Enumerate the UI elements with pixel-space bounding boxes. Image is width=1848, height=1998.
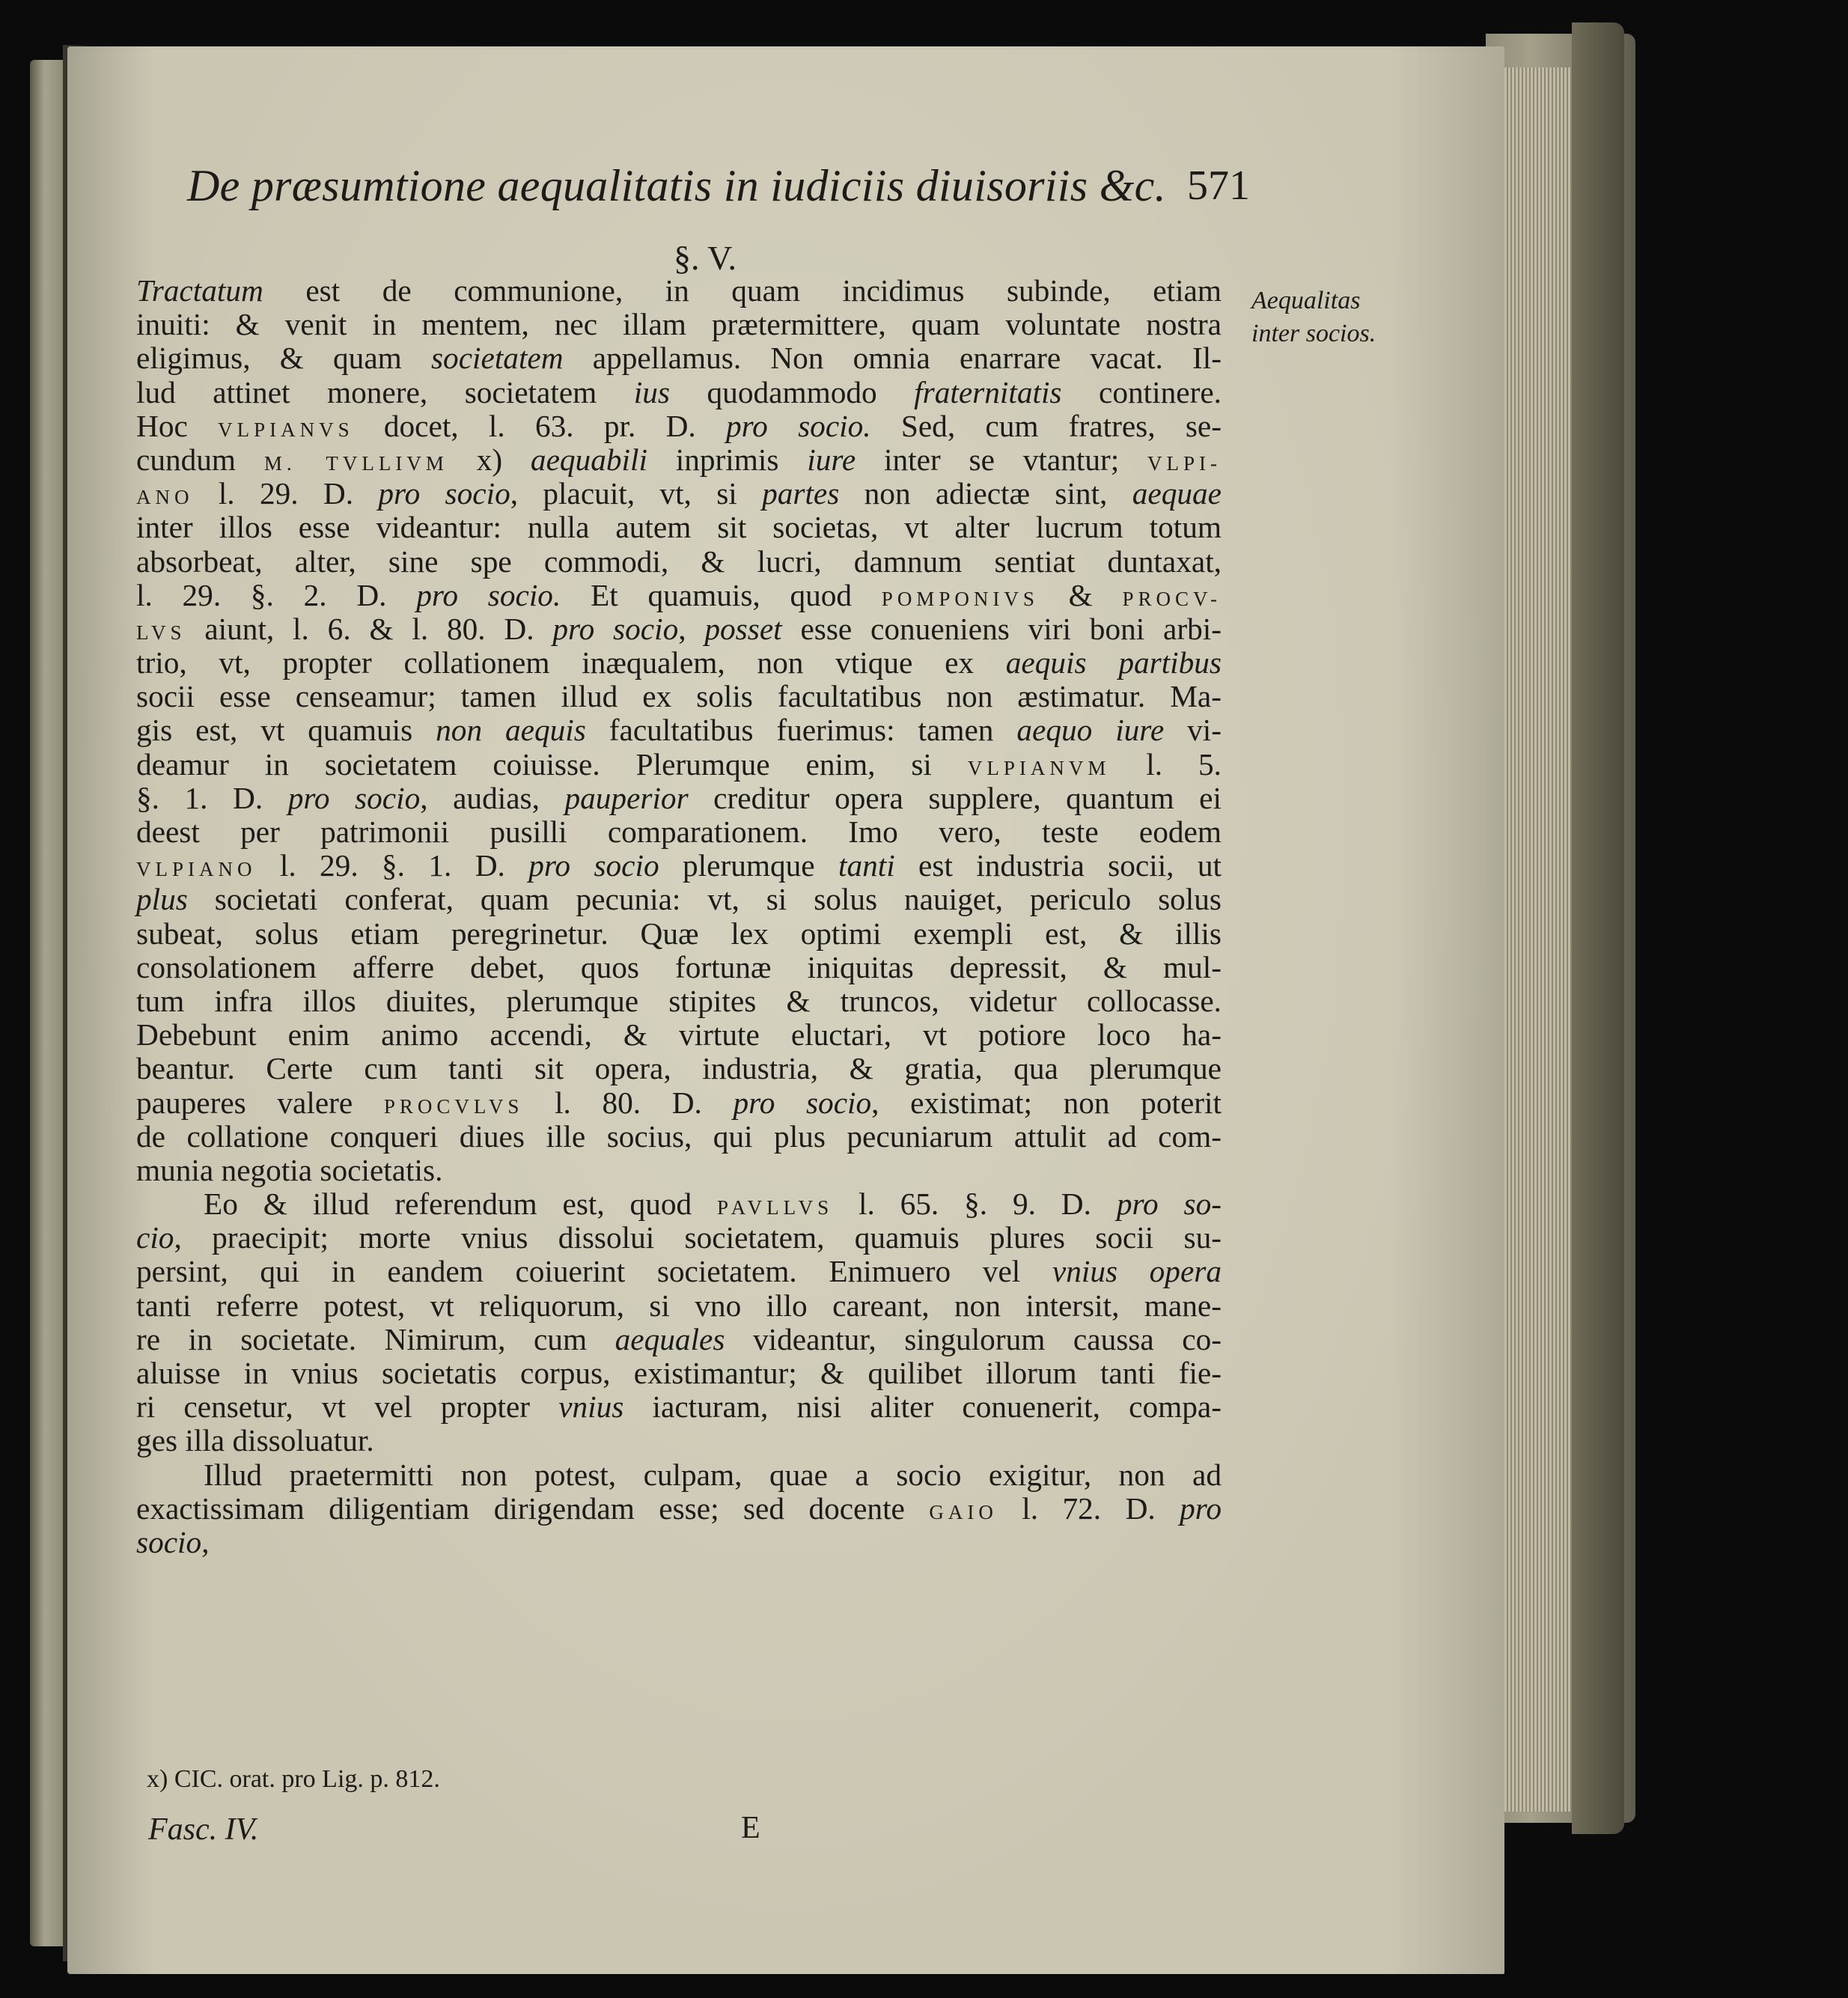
text-run: l. 29. §. 1. D.: [256, 848, 529, 883]
italic-term: aequo iure: [1016, 713, 1165, 748]
text-run: cundum: [136, 442, 264, 477]
text-run: deamur in societatem coiuisse. Plerumque enim, si: [136, 746, 968, 782]
name-smallcaps: LVS: [136, 621, 186, 644]
text-line: [136, 443, 1222, 477]
italic-term: fraternitatis: [914, 374, 1062, 409]
text-run: Et quamuis, quod: [561, 577, 882, 612]
text-run: , placuit, vt, si: [510, 476, 763, 511]
text-run: tum infra illos diuites, plerumque stipites & truncos, videtur collocasse.: [136, 983, 1222, 1018]
text-run: pauperes valere: [136, 1085, 384, 1120]
section-heading: §. V.: [674, 239, 737, 277]
text-line: [136, 748, 1222, 782]
text-line: [136, 1187, 1222, 1221]
text-run: non adiectæ sint,: [839, 476, 1132, 511]
italic-term: pro socio: [528, 848, 659, 883]
marginal-note-line: Aequalitas: [1251, 287, 1361, 314]
text-line: [136, 1255, 1222, 1288]
text-run: gis est, vt quamuis: [136, 713, 436, 748]
name-smallcaps: VLPIANVS: [218, 418, 354, 441]
text-line: [136, 1086, 1222, 1120]
italic-term: pro socio: [733, 1085, 872, 1120]
text-line: [136, 680, 1222, 713]
text-line: [136, 849, 1222, 883]
text-run: exactissimam diligentiam dirigendam esse; sed docente: [136, 1490, 930, 1526]
text-run: inuiti: & venit in mentem, nec illam prætermittere, quam voluntate nostra: [136, 307, 1222, 342]
text-run: inprimis: [647, 442, 808, 477]
book-cover-edge: [1572, 22, 1624, 1834]
text-run: continere.: [1061, 374, 1222, 409]
name-smallcaps: VLPIANVM: [967, 756, 1111, 779]
text-run: iacturam, nisi aliter conuenerit, compa-: [623, 1389, 1222, 1425]
text-run: videantur, singulorum caussa co-: [725, 1321, 1222, 1356]
name-smallcaps: GAIO: [929, 1500, 998, 1523]
text-run: aiunt, l. 6. & l. 80. D.: [186, 611, 553, 646]
italic-term: pauperior: [564, 780, 689, 815]
text-run: re in societate. Nimirum, cum: [136, 1321, 615, 1356]
italic-term: iure: [807, 442, 856, 477]
italic-term: plus: [136, 882, 188, 917]
text-run: est industria socii, ut: [894, 848, 1222, 883]
text-run: ges illa dissoluatur.: [136, 1423, 374, 1458]
text-line: [136, 1356, 1222, 1390]
text-run: socii esse censeamur; tamen illud ex solis facultatibus non æstimatur. Ma-: [136, 679, 1222, 714]
text-run: , audias,: [420, 780, 565, 815]
name-smallcaps: POMPONIVS: [881, 587, 1039, 610]
italic-term: pro socio.: [726, 408, 871, 443]
text-run: trio, vt, propter collationem inæqualem, non vtique ex: [136, 645, 1006, 680]
text-run: §. 1. D.: [136, 780, 288, 815]
text-run: eligimus, & quam: [136, 341, 431, 376]
italic-term: pro socio: [287, 780, 421, 815]
text-line: [136, 376, 1222, 409]
text-run: consolationem afferre debet, quos fortunæ iniquitas depressit, & mul-: [136, 949, 1222, 984]
text-run: , existimat; non poterit: [871, 1085, 1222, 1120]
italic-term: pro socio.: [416, 577, 561, 612]
italic-term: vnius opera: [1052, 1254, 1222, 1289]
text-line: [136, 409, 1222, 443]
footnote: x) CIC. orat. pro Lig. p. 812.: [147, 1765, 440, 1793]
name-smallcaps: PROCV-: [1122, 587, 1222, 610]
text-run: beantur. Certe cum tanti sit opera, industria, & gratia, qua plerumque: [136, 1051, 1222, 1086]
text-line: [136, 1458, 1222, 1492]
italic-term: socio,: [136, 1524, 210, 1559]
italic-term: non aequis: [436, 713, 586, 748]
text-line: [136, 1154, 1222, 1187]
text-line: [136, 612, 1222, 646]
name-smallcaps: ANO: [136, 486, 194, 509]
italic-term: Tractatum: [136, 273, 263, 308]
text-run: de collatione conqueri diues ille socius, qui plus pecuniarum attulit ad com-: [136, 1118, 1222, 1154]
text-run: l. 29. D.: [193, 476, 379, 511]
text-line: [136, 579, 1222, 612]
text-line: [136, 1221, 1222, 1255]
italic-term: societatem: [430, 341, 564, 376]
text-run: l. 72. D.: [997, 1490, 1180, 1526]
name-smallcaps: PAVLLVS: [717, 1196, 834, 1219]
text-run: quodammodo: [670, 374, 915, 409]
text-run: deest per patrimonii pusilli comparationem. Imo vero, teste eodem: [136, 814, 1222, 849]
text-line: [136, 883, 1222, 916]
italic-term: posset: [704, 611, 782, 646]
text-run: l. 5.: [1110, 746, 1222, 782]
name-smallcaps: PROCVLVS: [383, 1094, 524, 1118]
text-run: inter illos esse videantur: nulla autem sit societas, vt alter lucrum totum: [136, 510, 1222, 545]
text-line: [136, 308, 1222, 341]
text-run: aluisse in vnius societatis corpus, existimantur; & quilibet illorum tanti fie-: [136, 1356, 1222, 1390]
text-run: &: [1038, 577, 1123, 612]
text-run: lud attinet monere, societatem: [136, 374, 634, 409]
running-title: De præsumtione aequalitatis in iudiciis diuisoriis &c.: [187, 161, 1166, 210]
text-run: ,: [678, 611, 705, 646]
text-line: [136, 917, 1222, 951]
name-smallcaps: M. TVLLIVM: [263, 451, 448, 475]
marginal-note: [1251, 284, 1401, 350]
text-run: appellamus. Non omnia enarrare vacat. Il-: [563, 341, 1222, 376]
italic-term: pro: [1180, 1490, 1222, 1526]
text-line: [136, 1492, 1222, 1526]
text-line: [136, 274, 1222, 308]
body-text: [136, 274, 1222, 1559]
text-run: absorbeat, alter, sine spe commodi, & lucri, damnum sentiat duntaxat,: [136, 543, 1222, 579]
text-run: Illud praetermitti non potest, culpam, quae a socio exigitur, non ad: [204, 1457, 1222, 1492]
text-line: [136, 1052, 1222, 1085]
text-run: persint, qui in eandem coiuerint societatem. Enimuero vel: [136, 1254, 1052, 1289]
text-run: inter se vtantur;: [856, 442, 1148, 477]
signature-mark: Fasc. IV.: [148, 1812, 259, 1847]
italic-term: ius: [633, 374, 670, 409]
text-line: [136, 815, 1222, 849]
text-run: subeat, solus etiam peregrinetur. Quæ lex optimi exempli est, & illis: [136, 916, 1222, 951]
text-run: est de communione, in quam incidimus subinde, etiam: [263, 273, 1222, 308]
text-line: [136, 477, 1222, 511]
text-run: munia negotia societatis.: [136, 1152, 443, 1187]
text-line: [136, 511, 1222, 544]
text-run: tanti referre potest, vt reliquorum, si vno illo careant, non intersit, mane-: [136, 1288, 1222, 1323]
text-line: [136, 951, 1222, 984]
text-line: [136, 713, 1222, 747]
name-smallcaps: VLPIANO: [136, 858, 257, 881]
italic-term: pro so-: [1116, 1187, 1222, 1222]
text-line: [136, 1018, 1222, 1052]
signature-letter: E: [741, 1811, 760, 1845]
italic-term: tanti: [838, 848, 895, 883]
text-run: societati conferat, quam pecunia: vt, si solus nauiget, periculo solus: [187, 882, 1222, 917]
text-line: [136, 646, 1222, 680]
text-run: Hoc: [136, 408, 219, 443]
text-run: ri censetur, vt vel propter: [136, 1389, 559, 1425]
text-run: l. 65. §. 9. D.: [833, 1187, 1117, 1222]
italic-term: aequabili: [530, 442, 647, 477]
text-run: x): [448, 442, 531, 477]
text-line: [136, 1424, 1222, 1458]
text-line: [136, 545, 1222, 579]
text-line: [136, 341, 1222, 375]
text-line: [136, 782, 1222, 815]
text-line: [136, 1289, 1222, 1323]
text-run: esse conueniens viri boni arbi-: [781, 611, 1222, 646]
name-smallcaps: VLPI-: [1147, 451, 1222, 475]
text-run: Eo & illud referendum est, quod: [204, 1187, 718, 1222]
italic-term: pro socio: [552, 611, 679, 646]
text-run: creditur opera supplere, quantum ei: [688, 780, 1222, 815]
text-run: l. 80. D.: [523, 1085, 734, 1120]
text-line: [136, 1323, 1222, 1356]
text-run: facultatibus fuerimus: tamen: [585, 713, 1017, 748]
text-run: Debebunt enim animo accendi, & virtute eluctari, vt potiore loco ha-: [136, 1017, 1222, 1053]
text-run: docet, l. 63. pr. D.: [353, 408, 726, 443]
text-line: [136, 1390, 1222, 1424]
italic-term: aequales: [615, 1321, 725, 1356]
text-run: vi-: [1164, 713, 1222, 748]
italic-term: partes: [762, 476, 840, 511]
text-run: Sed, cum fratres, se-: [870, 408, 1222, 443]
page-number: 571: [1187, 162, 1250, 209]
previous-page-edge: [30, 60, 63, 1946]
italic-term: pro socio: [378, 476, 510, 511]
italic-term: aequis partibus: [1005, 645, 1222, 680]
text-line: [136, 1526, 1222, 1559]
italic-term: cio: [136, 1220, 174, 1255]
italic-term: aequae: [1132, 476, 1222, 511]
text-line: [136, 984, 1222, 1018]
page-header: [187, 160, 1250, 220]
text-run: , praecipit; morte vnius dissolui societatem, quamuis plures socii su-: [174, 1220, 1222, 1255]
text-run: plerumque: [659, 848, 838, 883]
text-run: l. 29. §. 2. D.: [136, 577, 417, 612]
italic-term: vnius: [558, 1389, 624, 1425]
marginal-note-line: inter socios.: [1251, 320, 1376, 347]
text-line: [136, 1120, 1222, 1154]
